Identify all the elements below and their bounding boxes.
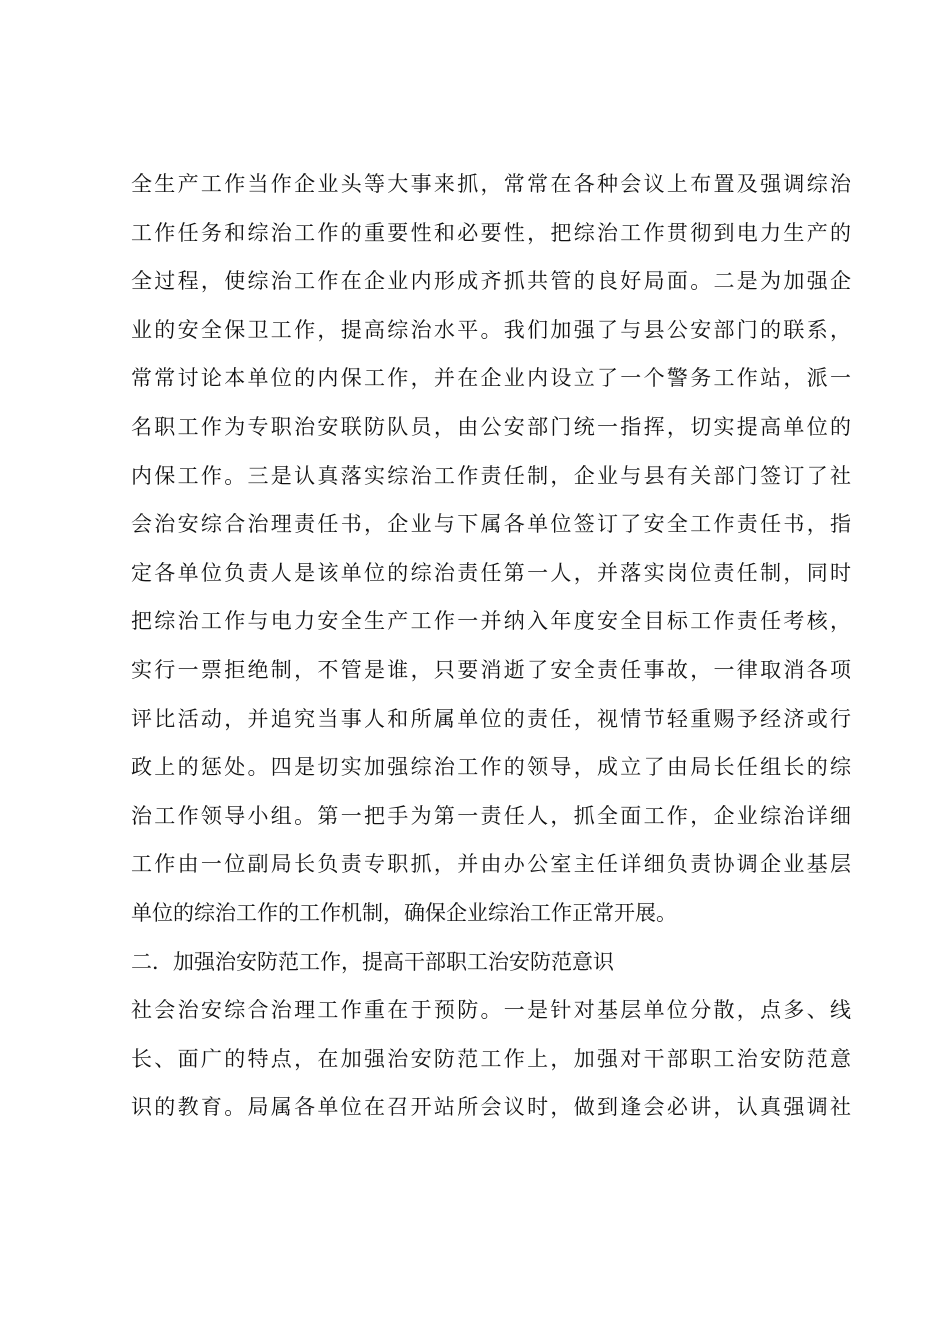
text-line: 长、面广的特点，在加强治安防范工作上，加强对干部职工治安防范意 — [131, 1046, 851, 1071]
text-line: 定各单位负责人是该单位的综治责任第一人，并落实岗位责任制，同时 — [131, 560, 851, 585]
text-line: 政上的惩处。四是切实加强综治工作的领导，成立了由局长任组长的综 — [131, 755, 851, 780]
text-line: 全过程，使综治工作在企业内形成齐抓共管的良好局面。二是为加强企 — [131, 269, 851, 294]
text-line: 社会治安综合治理工作重在于预防。一是针对基层单位分散，点多、线 — [131, 998, 851, 1023]
text-line: 治工作领导小组。第一把手为第一责任人，抓全面工作，企业综治详细 — [131, 803, 851, 828]
text-line: 工作任务和综治工作的重要性和必要性，把综治工作贯彻到电力生产的 — [131, 220, 851, 245]
section-heading: 二．加强治安防范工作，提高干部职工治安防范意识 — [131, 949, 614, 974]
text-line: 识的教育。局属各单位在召开站所会议时，做到逢会必讲，认真强调社 — [131, 1095, 851, 1120]
text-line: 内保工作。三是认真落实综治工作责任制，企业与县有关部门签订了社 — [131, 463, 851, 488]
text-line: 会治安综合治理责任书，企业与下属各单位签订了安全工作责任书，指 — [131, 512, 851, 537]
text-line: 工作由一位副局长负责专职抓，并由办公室主任详细负责协调企业基层 — [131, 852, 851, 877]
text-line: 实行一票拒绝制，不管是谁，只要消逝了安全责任事故，一律取消各项 — [131, 657, 851, 682]
text-line: 常常讨论本单位的内保工作，并在企业内设立了一个警务工作站，派一 — [131, 366, 851, 391]
text-line: 评比活动，并追究当事人和所属单位的责任，视情节轻重赐予经济或行 — [131, 706, 851, 731]
body-text — [131, 160, 851, 1132]
text-line: 业的安全保卫工作，提高综治水平。我们加强了与县公安部门的联系， — [131, 317, 851, 342]
text-line: 名职工作为专职治安联防队员，由公安部门统一指挥，切实提高单位的 — [131, 414, 851, 439]
text-line: 把综治工作与电力安全生产工作一并纳入年度安全目标工作责任考核， — [131, 609, 851, 634]
text-line: 全生产工作当作企业头等大事来抓，常常在各种会议上布置及强调综治 — [131, 172, 851, 196]
text-line: 单位的综治工作的工作机制，确保企业综治工作正常开展。 — [131, 900, 677, 925]
